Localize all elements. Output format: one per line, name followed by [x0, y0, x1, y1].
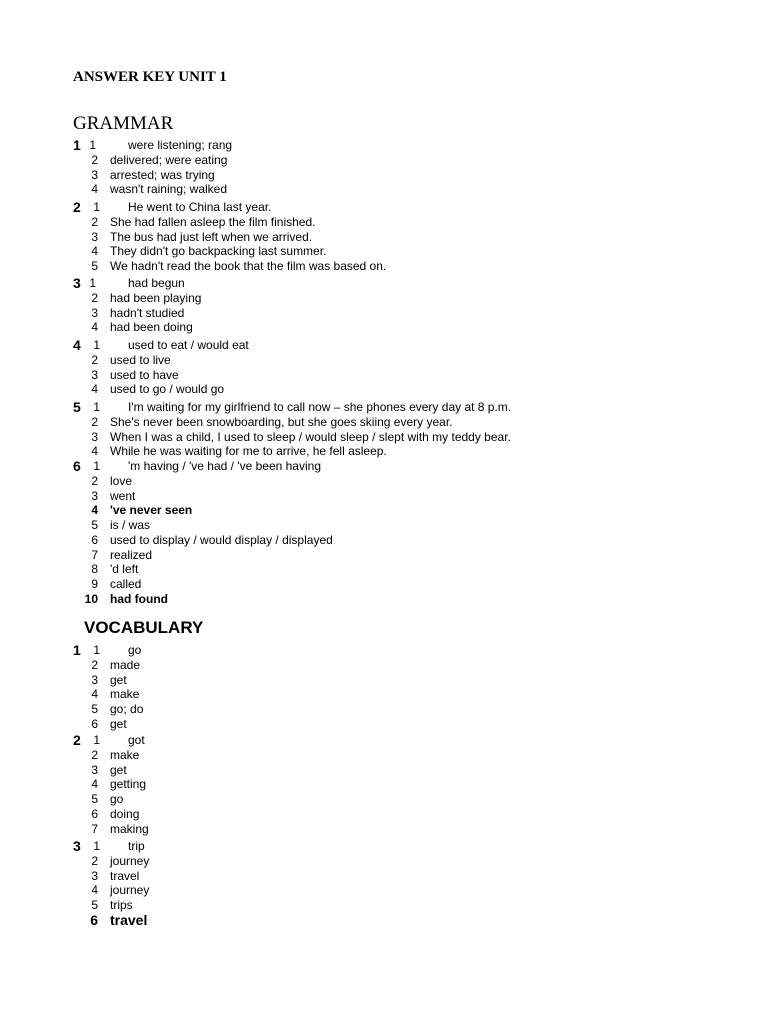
vocabulary-item-number: 6	[90, 911, 98, 928]
grammar-item-answer: had begun	[128, 276, 185, 290]
grammar-exercise-number: 5	[73, 399, 81, 415]
grammar-item-answer: had been doing	[110, 320, 193, 335]
vocabulary-exercise-number: 3	[73, 838, 81, 854]
page-title: ANSWER KEY UNIT 1	[73, 69, 227, 85]
vocabulary-item-answer: go	[110, 792, 124, 806]
grammar-item-number: 5	[91, 518, 98, 532]
grammar-item-number: 2	[91, 473, 98, 488]
grammar-item-answer: delivered; were eating	[110, 152, 228, 167]
grammar-item-answer: were listening; rang	[128, 138, 233, 152]
vocabulary-item-number: 5	[91, 702, 98, 716]
grammar-item-number: 4	[91, 444, 98, 459]
grammar-item-answer: used to go / would go	[110, 382, 225, 397]
vocabulary-item-number: 1	[93, 643, 100, 657]
grammar-item-answer: love	[110, 473, 133, 488]
vocabulary-item-answer: getting	[110, 777, 147, 792]
grammar-item-answer: The bus had just left when we arrived.	[110, 229, 313, 244]
vocabulary-item-number: 3	[91, 672, 98, 687]
grammar-item-answer: used to live	[110, 352, 171, 367]
grammar-item-answer: They didn't go backpacking last summer.	[110, 244, 327, 259]
vocabulary-item-answer: doing	[110, 806, 140, 821]
vocabulary-exercise-number: 1	[73, 642, 81, 658]
grammar-item-answer: had found	[110, 591, 168, 606]
vocabulary-item-number: 1	[93, 839, 100, 853]
grammar-item-answer: We hadn't read the book that the film was based on.	[110, 259, 387, 273]
grammar-item-number: 1	[93, 200, 100, 214]
vocabulary-item-answer: journey	[110, 853, 150, 868]
grammar-item-answer: When I was a child, I used to sleep / would sleep / slept with my teddy bear.	[110, 429, 511, 444]
grammar-item-number: 2	[91, 352, 98, 367]
grammar-item-number: 3	[91, 305, 98, 320]
grammar-item-number: 4	[91, 382, 98, 397]
grammar-item-number: 4	[91, 320, 98, 335]
grammar-item-number: 3	[91, 229, 98, 244]
vocabulary-item-number: 5	[91, 898, 98, 912]
grammar-exercise-number: 1	[73, 137, 81, 153]
grammar-item-answer: arrested; was trying	[110, 167, 215, 182]
vocabulary-item-answer: get	[110, 716, 127, 731]
grammar-item-number: 3	[91, 167, 98, 182]
grammar-item-answer: went	[110, 488, 136, 503]
grammar-item-number: 3	[91, 429, 98, 444]
vocabulary-item-number: 2	[91, 853, 98, 868]
grammar-item-number: 7	[91, 547, 98, 562]
vocabulary-item-answer: make	[110, 687, 140, 702]
grammar-item-number: 1	[93, 400, 100, 414]
grammar-item-answer: is / was	[110, 518, 151, 532]
grammar-item-answer: used to display / would display / displayed	[110, 532, 333, 547]
grammar-item-number: 3	[91, 488, 98, 503]
grammar-item-number: 8	[91, 562, 98, 577]
vocabulary-item-answer: got	[128, 733, 145, 747]
grammar-item-number: 1	[89, 138, 96, 152]
vocabulary-exercise-number: 2	[73, 732, 81, 748]
vocabulary-item-answer: journey	[110, 883, 150, 898]
grammar-item-answer: 'd left	[110, 562, 139, 577]
vocabulary-item-number: 6	[91, 716, 98, 731]
grammar-exercise-number: 4	[73, 337, 81, 353]
grammar-item-number: 3	[91, 367, 98, 382]
grammar-item-answer: used to eat / would eat	[128, 338, 249, 352]
vocabulary-item-answer: go	[128, 643, 142, 657]
vocabulary-heading: VOCABULARY	[84, 618, 204, 637]
grammar-item-number: 9	[91, 577, 98, 591]
grammar-item-answer: wasn't raining; walked	[110, 182, 228, 197]
grammar-item-number: 2	[91, 214, 98, 229]
grammar-item-number: 2	[91, 152, 98, 167]
grammar-item-answer: While he was waiting for me to arrive, he fell asleep.	[110, 444, 387, 459]
vocabulary-item-answer: trips	[110, 898, 133, 912]
vocabulary-item-number: 4	[91, 777, 98, 792]
vocabulary-item-answer: get	[110, 762, 127, 777]
vocabulary-item-answer: trip	[128, 839, 145, 853]
vocabulary-item-number: 6	[91, 806, 98, 821]
vocabulary-item-answer: make	[110, 747, 140, 762]
grammar-item-number: 1	[89, 276, 96, 290]
vocabulary-item-number: 2	[91, 657, 98, 672]
grammar-item-number: 2	[91, 414, 98, 429]
grammar-item-answer: She's never been snowboarding, but she goes skiing every year.	[110, 414, 453, 429]
grammar-item-answer: realized	[110, 547, 153, 562]
vocabulary-item-number: 3	[91, 762, 98, 777]
grammar-heading: GRAMMAR	[73, 113, 174, 134]
grammar-exercise-number: 2	[73, 199, 81, 215]
grammar-item-answer: hadn't studied	[110, 305, 185, 320]
grammar-exercise-number: 6	[73, 458, 81, 474]
grammar-item-answer: 'm having / 've had / 've been having	[128, 459, 321, 473]
vocabulary-item-number: 4	[91, 687, 98, 702]
grammar-item-number: 4	[91, 244, 98, 259]
grammar-item-answer: had been playing	[110, 290, 202, 305]
vocabulary-item-number: 3	[91, 868, 98, 883]
vocabulary-item-answer: travel	[110, 911, 148, 928]
grammar-item-number: 4	[91, 182, 98, 197]
grammar-item-answer: 've never seen	[110, 503, 193, 518]
vocabulary-item-answer: made	[110, 657, 141, 672]
grammar-item-number: 6	[91, 532, 98, 547]
vocabulary-item-number: 2	[91, 747, 98, 762]
vocabulary-item-answer: travel	[110, 868, 140, 883]
grammar-item-answer: I'm waiting for my girlfriend to call now – she phones every day at 8 p.m.	[128, 400, 512, 414]
grammar-exercise-number: 3	[73, 275, 81, 291]
grammar-item-answer: called	[110, 577, 142, 591]
vocabulary-item-answer: get	[110, 672, 127, 687]
grammar-item-number: 10	[84, 591, 98, 606]
grammar-item-number: 1	[93, 459, 100, 473]
grammar-item-number: 4	[91, 503, 98, 518]
grammar-item-number: 5	[91, 259, 98, 273]
vocabulary-item-number: 4	[91, 883, 98, 898]
grammar-item-answer: She had fallen asleep the film finished.	[110, 214, 316, 229]
vocabulary-item-answer: making	[110, 821, 149, 836]
grammar-item-answer: used to have	[110, 367, 179, 382]
vocabulary-item-number: 7	[91, 821, 98, 836]
vocabulary-item-number: 5	[91, 792, 98, 806]
grammar-item-number: 1	[93, 338, 100, 352]
vocabulary-item-answer: go; do	[110, 702, 144, 716]
grammar-item-answer: He went to China last year.	[128, 200, 272, 214]
grammar-item-number: 2	[91, 290, 98, 305]
vocabulary-item-number: 1	[93, 733, 100, 747]
